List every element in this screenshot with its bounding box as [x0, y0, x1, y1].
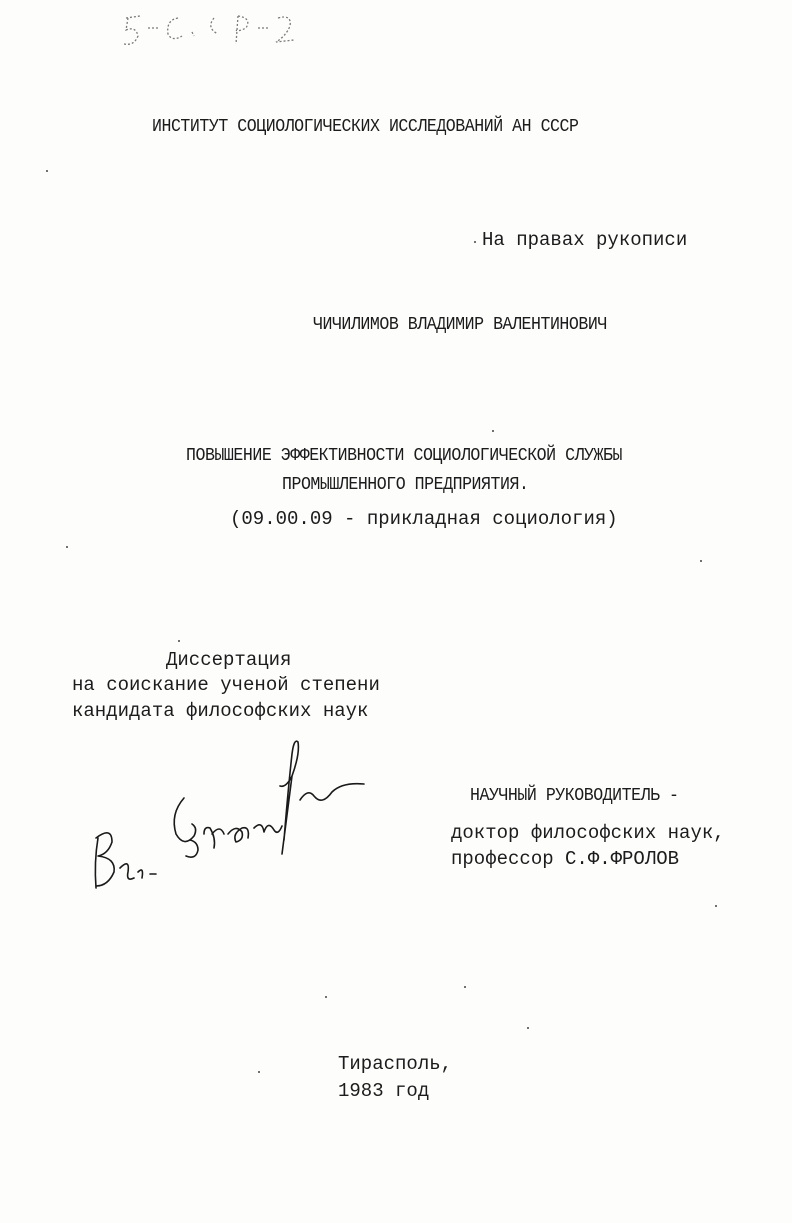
dissertation-label: Диссертация — [166, 649, 292, 671]
scan-speck — [527, 1027, 529, 1029]
author-signature — [86, 730, 376, 900]
dissertation-title-line-1: ПОВЫШЕНИЕ ЭФФЕКТИВНОСТИ СОЦИОЛОГИЧЕСКОЙ СЛУЖБЫ — [186, 446, 622, 466]
supervisor-heading: НАУЧНЫЙ РУКОВОДИТЕЛЬ - — [470, 786, 679, 806]
year: 1983 год — [338, 1080, 430, 1102]
supervisor-degree: доктор философских наук, — [451, 822, 725, 844]
scan-speck — [178, 640, 180, 642]
scan-speck — [46, 170, 48, 172]
degree-field: кандидата философских наук — [72, 700, 369, 722]
author-name: ЧИЧИЛИМОВ ВЛАДИМИР ВАЛЕНТИНОВИЧ — [313, 315, 607, 335]
specialty-code: (09.00.09 - прикладная социология) — [230, 508, 618, 530]
manuscript-note: На правах рукописи — [482, 229, 688, 251]
city: Тирасполь, — [338, 1053, 453, 1075]
dissertation-title-line-2: ПРОМЫШЛЕННОГО ПРЕДПРИЯТИЯ. — [282, 475, 529, 495]
supervisor-name: профессор С.Ф.ФРОЛОВ — [451, 848, 680, 870]
scan-speck — [258, 1071, 260, 1073]
scan-speck — [474, 241, 476, 243]
scan-speck — [700, 560, 702, 562]
institute-heading: ИНСТИТУТ СОЦИОЛОГИЧЕСКИХ ИССЛЕДОВАНИЙ АН СССР — [152, 117, 579, 137]
scan-speck — [325, 996, 327, 998]
degree-line: на соискание ученой степени — [72, 674, 380, 696]
scan-speck — [492, 430, 494, 432]
scan-speck — [66, 546, 68, 548]
scan-speck — [464, 986, 466, 988]
archive-stamp — [118, 6, 308, 54]
scan-speck — [715, 905, 717, 907]
